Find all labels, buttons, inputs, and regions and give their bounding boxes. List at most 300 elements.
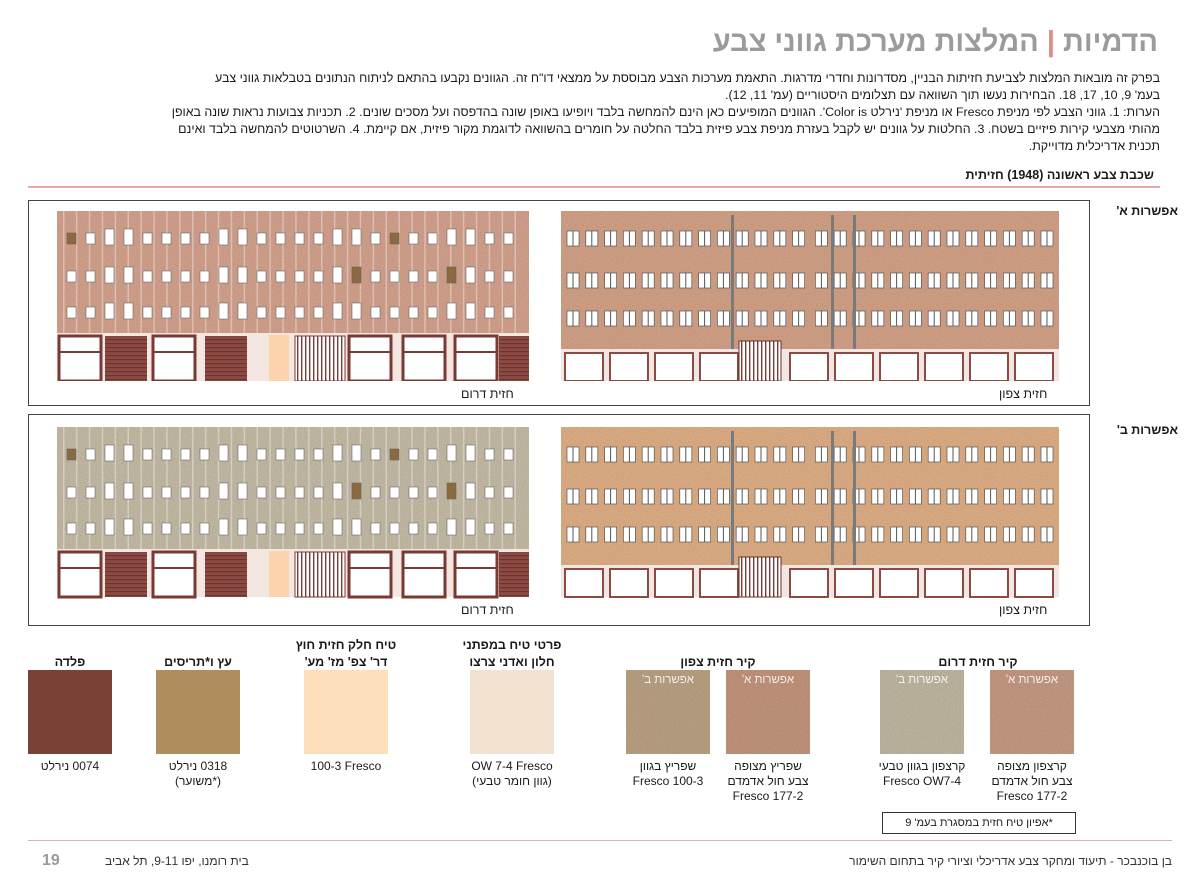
facade-window [314, 449, 323, 460]
window-mullion [896, 447, 897, 462]
facade-window [314, 233, 323, 244]
facade-window [428, 307, 437, 318]
option-b-north-facade [561, 427, 1059, 599]
shop-shutter [499, 552, 529, 597]
page-title [713, 26, 1158, 59]
window-mullion [667, 527, 668, 542]
stair-plaster-caption [281, 759, 411, 774]
facade-window [428, 449, 437, 460]
ground-window [700, 569, 738, 597]
facade-window [143, 487, 152, 498]
window-mullion [859, 311, 860, 326]
window-mullion [896, 231, 897, 246]
facade-window [371, 271, 380, 282]
facade-window [219, 229, 228, 245]
facade-window [67, 271, 76, 282]
facade-pilaster [424, 211, 426, 333]
intro-line-2: בעמ' 9, 10, 17, 18. הבחירות נעשו תוך השוואה עם תצלומים היסטוריים (עמ' 11, 12). [725, 88, 1160, 102]
shop-window [59, 552, 101, 597]
stair-plaster-swatch [304, 670, 388, 754]
window-mullion [667, 231, 668, 246]
window-mullion [840, 231, 841, 246]
window-mullion [840, 447, 841, 462]
facade-window [428, 487, 437, 498]
facade-window [200, 307, 209, 318]
south-a-line1: קרצפון מצופה [997, 759, 1067, 773]
facade-window [504, 307, 513, 318]
ground-window [835, 353, 873, 381]
facade-pilaster [308, 211, 310, 333]
facade-pilaster [463, 211, 465, 333]
facade-window [143, 307, 152, 318]
window-mullion [896, 311, 897, 326]
window-mullion [779, 527, 780, 542]
facade-window [276, 523, 285, 534]
window-mullion [723, 273, 724, 288]
window-mullion [877, 273, 878, 288]
facade-window [371, 487, 380, 498]
facade-window [428, 523, 437, 534]
facade-window [390, 449, 399, 460]
facade-window [466, 267, 475, 283]
window-mullion [667, 447, 668, 462]
shop-transom [59, 567, 101, 569]
facade-window [428, 233, 437, 244]
window-mullion [934, 311, 935, 326]
window-mullion [990, 231, 991, 246]
steel-code: 0074 נירלט [40, 759, 100, 773]
window-mullion [896, 273, 897, 288]
shop-transom [153, 351, 195, 353]
facade-window [390, 487, 399, 498]
window-mullion [1028, 447, 1029, 462]
window-mullion [723, 311, 724, 326]
window-mullion [953, 447, 954, 462]
facade-window [143, 523, 152, 534]
window-mullion [798, 447, 799, 462]
option-a-label: אפשרות א' [1116, 204, 1178, 218]
ground-window [835, 569, 873, 597]
facade-window [276, 307, 285, 318]
window-mullion [990, 311, 991, 326]
facade-pilaster [437, 427, 439, 549]
south-b-caption [857, 759, 987, 789]
window-mullion [990, 489, 991, 504]
facade-pilaster [386, 211, 388, 333]
window-mullion [877, 311, 878, 326]
window-mullion [915, 489, 916, 504]
facade-window [447, 445, 456, 461]
facade-window [409, 307, 418, 318]
window-mullion [723, 527, 724, 542]
window-mullion [704, 273, 705, 288]
facade-window [67, 307, 76, 318]
south-wall-header: קיר חזית דרום [938, 655, 1018, 669]
window-mullion [798, 273, 799, 288]
shop-column [269, 551, 289, 597]
window-mullion [704, 489, 705, 504]
window-frames-code: OW 7-4 Fresco [471, 759, 553, 773]
entrance-grille [739, 557, 781, 597]
ground-window [610, 569, 648, 597]
facade-window [105, 229, 114, 245]
option-a-frame [28, 200, 1090, 406]
stair-plaster-header-2: דר' צפ' מז' מע' [304, 655, 388, 669]
window-mullion [761, 311, 762, 326]
window-mullion [821, 527, 822, 542]
window-mullion [723, 447, 724, 462]
window-mullion [859, 447, 860, 462]
option-a-south-caption: חזית דרום [461, 387, 514, 401]
window-mullion [798, 489, 799, 504]
facade-window [238, 445, 247, 461]
window-mullion [667, 489, 668, 504]
window-mullion [761, 231, 762, 246]
facade-window [504, 523, 513, 534]
ground-window [1015, 569, 1053, 597]
window-mullion [629, 527, 630, 542]
facade-window [200, 449, 209, 460]
window-mullion [1047, 489, 1048, 504]
shop-transom [455, 567, 497, 569]
facade-window [390, 271, 399, 282]
window-mullion [1009, 273, 1010, 288]
facade-window [200, 271, 209, 282]
facade-window [276, 449, 285, 460]
window-mullion [1028, 273, 1029, 288]
shop-window [403, 552, 445, 597]
ground-window [925, 569, 963, 597]
option-b-north-caption: חזית צפון [999, 603, 1048, 617]
facade-pilaster [437, 211, 439, 333]
facade-pilaster [140, 427, 142, 549]
facade-pilaster [269, 427, 271, 549]
stair-plaster-code: 100-3 Fresco [310, 759, 382, 773]
facade-window [67, 449, 76, 460]
window-mullion [573, 231, 574, 246]
facade-pilaster [231, 211, 233, 333]
window-mullion [704, 311, 705, 326]
window-mullion [667, 273, 668, 288]
window-mullion [742, 489, 743, 504]
facade-window [181, 307, 190, 318]
shop-transom [455, 351, 497, 353]
facade-window [105, 303, 114, 319]
facade-pilaster [102, 211, 104, 333]
north-b-line2: Fresco 100-3 [632, 774, 704, 788]
steel-header: פלדה [54, 655, 86, 669]
window-mullion [610, 273, 611, 288]
facade-window [105, 519, 114, 535]
window-mullion [953, 527, 954, 542]
window-mullion [648, 231, 649, 246]
facade-window [447, 519, 456, 535]
facade-window [466, 445, 475, 461]
facade-pilaster [476, 211, 478, 333]
facade-pilaster [424, 427, 426, 549]
facade-window [162, 233, 171, 244]
facade-window [485, 271, 494, 282]
window-mullion [821, 447, 822, 462]
window-mullion [779, 273, 780, 288]
facade-window [314, 271, 323, 282]
window-mullion [821, 489, 822, 504]
facade-window [143, 271, 152, 282]
shop-transom [153, 567, 195, 569]
north-texture-a-tag: אפשרות א' [741, 674, 795, 686]
window-frames-caption [447, 759, 577, 789]
shop-grille [295, 336, 345, 381]
window-mullion [591, 311, 592, 326]
facade-window [428, 271, 437, 282]
window-frames-note: (גוון חומר טבעי) [472, 774, 552, 788]
wood-header: עץ ו*תריסים [164, 655, 232, 669]
south-a-line3: Fresco 177-2 [996, 789, 1068, 803]
window-mullion [859, 489, 860, 504]
facade-window [504, 487, 513, 498]
window-mullion [798, 231, 799, 246]
window-mullion [667, 311, 668, 326]
window-mullion [742, 273, 743, 288]
window-mullion [934, 527, 935, 542]
window-mullion [1028, 527, 1029, 542]
facade-window [333, 267, 342, 283]
window-mullion [1009, 527, 1010, 542]
facade-pilaster [502, 427, 504, 549]
steel-swatch [28, 670, 112, 754]
title-main: הדמיות [1063, 26, 1158, 58]
window-mullion [953, 489, 954, 504]
facade-window [105, 445, 114, 461]
facade-window [371, 307, 380, 318]
window-mullion [953, 311, 954, 326]
window-mullion [971, 311, 972, 326]
window-mullion [761, 447, 762, 462]
window-mullion [685, 447, 686, 462]
window-mullion [840, 489, 841, 504]
facade-window [86, 449, 95, 460]
shop-grille [295, 552, 345, 597]
window-mullion [761, 527, 762, 542]
facade-pilaster [386, 427, 388, 549]
window-mullion [821, 273, 822, 288]
north-texture-a [726, 670, 810, 754]
window-mullion [629, 311, 630, 326]
window-frames-header-1: פרטי טיח במפתני [462, 638, 562, 652]
facade-window [105, 483, 114, 499]
window-mullion [953, 231, 954, 246]
facade-window [447, 267, 456, 283]
window-mullion [971, 231, 972, 246]
ground-window [970, 353, 1008, 381]
facade-pilaster [153, 211, 155, 333]
facade-pilaster [140, 211, 142, 333]
facade-window [504, 449, 513, 460]
window-mullion [821, 231, 822, 246]
facade-pilaster [308, 427, 310, 549]
facade-window [371, 449, 380, 460]
shop-window [349, 552, 391, 597]
south-b-line1: קרצפון בגוון טבעי [878, 759, 966, 773]
facade-window [409, 449, 418, 460]
ground-window [880, 353, 918, 381]
facade-window [162, 523, 171, 534]
window-mullion [1047, 311, 1048, 326]
window-mullion [573, 447, 574, 462]
window-mullion [1009, 447, 1010, 462]
window-mullion [1009, 489, 1010, 504]
facade-window [466, 303, 475, 319]
facade-window [162, 271, 171, 282]
window-mullion [840, 527, 841, 542]
window-mullion [798, 527, 799, 542]
window-mullion [877, 527, 878, 542]
south-b-line2: Fresco OW7-4 [882, 774, 961, 788]
facade-pilaster [347, 211, 349, 333]
window-mullion [610, 489, 611, 504]
window-mullion [591, 231, 592, 246]
facade-window [200, 487, 209, 498]
facade-window [333, 445, 342, 461]
facade-window [219, 267, 228, 283]
facade-window [485, 449, 494, 460]
wood-note: (*משוער) [174, 774, 222, 788]
window-mullion [742, 527, 743, 542]
footer-author: בן בוכנבכר - תיעוד ומחקר צבע אדריכלי וציורי קיר בתחום השימור [849, 854, 1172, 868]
facade-window [447, 303, 456, 319]
ground-window [970, 569, 1008, 597]
window-mullion [971, 527, 972, 542]
facade-window [314, 487, 323, 498]
facade-pilaster [231, 427, 233, 549]
intro-line-1: בפרק זה מובאות המלצות לצביעת חזיתות הבניין, מסדרונות וחדרי מדרגות. התאמת מערכות הצבע מבוססת על ממצאי דו"ח זה. הגוונים נקבעו בהתאם לניתוח הנתונים בטבלאות גווני צבע [215, 71, 1160, 85]
window-mullion [610, 311, 611, 326]
shop-shutter [105, 552, 147, 597]
ground-window [880, 569, 918, 597]
facade-window [86, 233, 95, 244]
facade-window [257, 271, 266, 282]
window-mullion [934, 489, 935, 504]
shop-transom [403, 567, 445, 569]
window-frames-header-2: חלון ואדני צרצו [469, 655, 555, 669]
wood-code: 0318 נירלט [168, 759, 228, 773]
shop-transom [59, 351, 101, 353]
facade-window [86, 487, 95, 498]
facade-window [295, 523, 304, 534]
shop-window [455, 336, 497, 381]
facade-window [390, 307, 399, 318]
window-mullion [971, 447, 972, 462]
window-mullion [779, 447, 780, 462]
window-mullion [742, 231, 743, 246]
facade-window [200, 523, 209, 534]
facade-window [238, 519, 247, 535]
facade-window [181, 449, 190, 460]
facade-window [276, 487, 285, 498]
facade-window [352, 267, 361, 283]
window-mullion [573, 527, 574, 542]
window-mullion [779, 231, 780, 246]
facade-pilaster [102, 427, 104, 549]
facade-window [238, 483, 247, 499]
north-texture-b [626, 670, 710, 754]
window-mullion [742, 447, 743, 462]
window-mullion [610, 527, 611, 542]
window-mullion [629, 273, 630, 288]
window-mullion [591, 273, 592, 288]
north-a-line1: שפריץ מצופה [734, 759, 802, 773]
window-mullion [648, 273, 649, 288]
facade-window [257, 233, 266, 244]
ground-window [790, 569, 828, 597]
facade-window [504, 233, 513, 244]
window-mullion [798, 311, 799, 326]
facade-window [143, 233, 152, 244]
facade-window [219, 445, 228, 461]
facade-window [295, 487, 304, 498]
shop-shutter [205, 552, 247, 597]
shop-column [269, 335, 289, 381]
intro-line-3: הערות: 1. גווני הצבע לפי מניפת Fresco או מניפת 'נירלט Color is'. הגוונים המופיעים כאן הינם להמחשה בלבד ויופיעו באופן שונה בהדפסה ועל מסכים שונים. 2. תכניות צבועות נראות שונה באופן [171, 105, 1160, 119]
window-mullion [896, 527, 897, 542]
facade-pilaster [269, 211, 271, 333]
facade-window [466, 519, 475, 535]
south-texture-b [880, 670, 964, 754]
facade-window [485, 233, 494, 244]
window-mullion [685, 527, 686, 542]
window-mullion [859, 231, 860, 246]
window-mullion [971, 489, 972, 504]
window-mullion [610, 447, 611, 462]
facade-window [276, 271, 285, 282]
facade-window [371, 523, 380, 534]
facade-window [86, 271, 95, 282]
south-a-line2: צבע חול אדמדם [991, 774, 1073, 788]
facade-window [333, 519, 342, 535]
north-wall-header: קיר חזית צפון [680, 655, 756, 669]
facade-pilaster [115, 211, 117, 333]
north-b-caption [603, 759, 733, 789]
window-frames-swatch [470, 670, 554, 754]
ground-window [655, 353, 693, 381]
facade-pilaster [476, 427, 478, 549]
facade-pilaster [153, 427, 155, 549]
facade-window [504, 271, 513, 282]
shop-transom [349, 351, 391, 353]
facade-window [124, 229, 133, 245]
window-mullion [877, 447, 878, 462]
window-mullion [1028, 231, 1029, 246]
window-mullion [685, 311, 686, 326]
option-a-south-facade [57, 211, 529, 381]
title-sub: המלצות מערכת גווני צבע [712, 26, 1039, 58]
shop-window [403, 336, 445, 381]
intro-line-4: מהותי מצבעי קירות פיזיים בשטח. 3. החלטות על גוונים יש לקבל בעזרת מניפת צבע פיזית בלבד החלטה על חומרים בהשוואה לדוגמת מקור פיזית, אם קיימת. 4. השרטוטים להמחשה בלבד ואינם [178, 122, 1160, 136]
facade-window [238, 229, 247, 245]
facade-window [466, 229, 475, 245]
facade-window [485, 307, 494, 318]
section-heading: שכבת צבע ראשונה (1948) חזיתית [965, 168, 1154, 182]
window-mullion [1047, 273, 1048, 288]
ground-window [925, 353, 963, 381]
facade-pilaster [347, 427, 349, 549]
window-mullion [971, 273, 972, 288]
shop-shutter [205, 336, 247, 381]
facade-window [124, 303, 133, 319]
window-mullion [629, 231, 630, 246]
option-b-label: אפשרות ב' [1116, 423, 1178, 437]
facade-window [466, 483, 475, 499]
